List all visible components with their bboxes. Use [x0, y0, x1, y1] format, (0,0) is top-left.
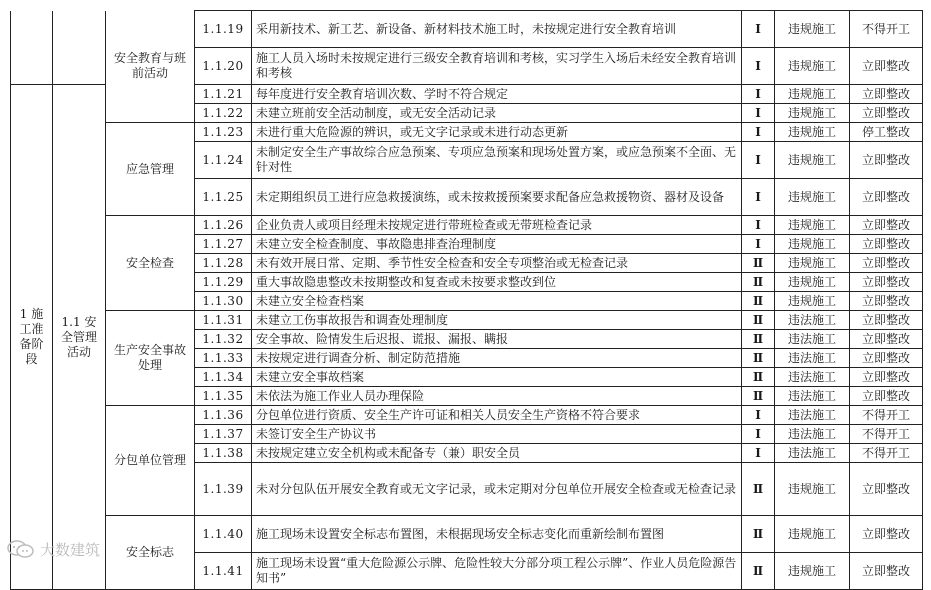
previous-section-cell: [53, 11, 106, 48]
row-code: 1.1.32: [195, 330, 252, 349]
watermark-text: 大数建筑: [40, 540, 101, 559]
row-level: Ⅰ: [742, 142, 775, 179]
row-description: 未签订安全生产协议书: [252, 425, 742, 444]
row-description: 未依法为施工作业人员办理保险: [252, 387, 742, 406]
row-nature: 违规施工: [775, 292, 850, 311]
row-action: 立即整改: [850, 330, 923, 349]
row-description: 未建立班前安全活动制度，或无安全活动记录: [252, 104, 742, 123]
row-level: Ⅱ: [742, 516, 775, 553]
row-code: 1.1.22: [195, 104, 252, 123]
row-level: Ⅱ: [742, 387, 775, 406]
row-nature: 违法施工: [775, 330, 850, 349]
row-description: 重大事故隐患整改未按期整改和复查或未按要求整改到位: [252, 273, 742, 292]
row-nature: 违法施工: [775, 406, 850, 425]
row-description: 未有效开展日常、定期、季节性安全检查和安全专项整治或无检查记录: [252, 254, 742, 273]
row-level: Ⅰ: [742, 85, 775, 104]
row-level: Ⅱ: [742, 349, 775, 368]
row-action: 立即整改: [850, 142, 923, 179]
row-action: 立即整改: [850, 273, 923, 292]
row-level: Ⅱ: [742, 254, 775, 273]
row-action: 立即整改: [850, 311, 923, 330]
row-code: 1.1.29: [195, 273, 252, 292]
row-description: 施工现场未设置“重大危险源公示牌、危险性较大分部分项工程公示牌”、作业人员危险源告知书”: [252, 553, 742, 590]
row-code: 1.1.37: [195, 425, 252, 444]
table-row: [11, 516, 923, 553]
row-description: 未定期组织员工进行应急救援演练，或未按救援预案要求配备应急救援物资、器材及设备: [252, 179, 742, 216]
row-level: Ⅰ: [742, 104, 775, 123]
row-nature: 违法施工: [775, 311, 850, 330]
table-row: [11, 11, 923, 48]
row-description: 施工现场未设置安全标志布置图，未根据现场安全标志变化而重新绘制布置图: [252, 516, 742, 553]
row-code: 1.1.28: [195, 254, 252, 273]
row-code: 1.1.24: [195, 142, 252, 179]
row-description: 未制定安全生产事故综合应急预案、专项应急预案和现场处置方案，或应急预案不全面、无针对性: [252, 142, 742, 179]
row-level: Ⅰ: [742, 406, 775, 425]
row-code: 1.1.40: [195, 516, 252, 553]
row-code: 1.1.35: [195, 387, 252, 406]
table-row: [11, 123, 923, 142]
row-action: 立即整改: [850, 235, 923, 254]
row-code: 1.1.38: [195, 444, 252, 463]
row-code: 1.1.41: [195, 553, 252, 590]
row-level: Ⅱ: [742, 463, 775, 516]
row-description: 分包单位进行资质、安全生产许可证和相关人员安全生产资格不符合要求: [252, 406, 742, 425]
row-action: 立即整改: [850, 349, 923, 368]
row-code: 1.1.39: [195, 463, 252, 516]
row-code: 1.1.21: [195, 85, 252, 104]
row-description: 企业负责人或项目经理未按规定进行带班检查或无带班检查记录: [252, 216, 742, 235]
row-description: 未建立安全检查制度、事故隐患排查治理制度: [252, 235, 742, 254]
row-code: 1.1.33: [195, 349, 252, 368]
table-body: [11, 11, 923, 590]
row-level: Ⅰ: [742, 444, 775, 463]
row-code: 1.1.27: [195, 235, 252, 254]
row-action: 立即整改: [850, 292, 923, 311]
category-cell: 分包单位管理: [106, 406, 195, 516]
row-action: 立即整改: [850, 216, 923, 235]
row-action: 不得开工: [850, 11, 923, 48]
row-code: 1.1.26: [195, 216, 252, 235]
row-action: 立即整改: [850, 254, 923, 273]
row-nature: 违规施工: [775, 463, 850, 516]
previous-stage-cell: [11, 11, 53, 48]
row-nature: 违规施工: [775, 123, 850, 142]
row-description: 未按规定建立安全机构或未配备专（兼）职安全员: [252, 444, 742, 463]
row-description: 未建立工伤事故报告和调查处理制度: [252, 311, 742, 330]
category-cell: 生产安全事故处理: [106, 311, 195, 406]
row-nature: 违规施工: [775, 516, 850, 553]
section-cell: 1.1 安全管理活动: [53, 85, 106, 590]
row-level: Ⅰ: [742, 179, 775, 216]
row-nature: 违规施工: [775, 11, 850, 48]
row-code: 1.1.36: [195, 406, 252, 425]
row-code: 1.1.23: [195, 123, 252, 142]
row-action: 立即整改: [850, 463, 923, 516]
row-action: 立即整改: [850, 48, 923, 85]
category-cell: 应急管理: [106, 123, 195, 216]
row-level: Ⅰ: [742, 48, 775, 85]
row-nature: 违规施工: [775, 254, 850, 273]
safety-inspection-table: [10, 10, 923, 590]
table-row: [11, 216, 923, 235]
row-nature: 违规施工: [775, 48, 850, 85]
row-level: Ⅱ: [742, 330, 775, 349]
row-description: 未对分包队伍开展安全教育或无文字记录，或未定期对分包单位开展安全检查或无检查记录: [252, 463, 742, 516]
previous-section-cell: [53, 48, 106, 85]
row-level: Ⅱ: [742, 273, 775, 292]
row-nature: 违法施工: [775, 444, 850, 463]
row-code: 1.1.20: [195, 48, 252, 85]
row-action: 立即整改: [850, 179, 923, 216]
row-description: 未进行重大危险源的辨识，或无文字记录或未进行动态更新: [252, 123, 742, 142]
row-level: Ⅱ: [742, 311, 775, 330]
row-nature: 违规施工: [775, 142, 850, 179]
row-action: 立即整改: [850, 368, 923, 387]
category-cell: 安全标志: [106, 516, 195, 590]
stage-cell: 1 施工准备阶段: [11, 85, 53, 590]
row-level: Ⅰ: [742, 425, 775, 444]
category-cell: 安全教育与班前活动: [106, 11, 195, 123]
row-code: 1.1.34: [195, 368, 252, 387]
row-level: Ⅰ: [742, 123, 775, 142]
row-description: 每年度进行安全教育培训次数、学时不符合规定: [252, 85, 742, 104]
row-description: 未建立安全事故档案: [252, 368, 742, 387]
row-code: 1.1.30: [195, 292, 252, 311]
row-nature: 违规施工: [775, 179, 850, 216]
row-level: Ⅰ: [742, 11, 775, 48]
row-code: 1.1.25: [195, 179, 252, 216]
row-nature: 违规施工: [775, 553, 850, 590]
row-description: 安全事故、险情发生后迟报、谎报、漏报、瞒报: [252, 330, 742, 349]
row-action: 停工整改: [850, 123, 923, 142]
row-level: Ⅰ: [742, 235, 775, 254]
row-nature: 违规施工: [775, 273, 850, 292]
row-action: 不得开工: [850, 444, 923, 463]
row-nature: 违法施工: [775, 368, 850, 387]
table-row: [11, 406, 923, 425]
row-level: Ⅱ: [742, 368, 775, 387]
previous-stage-cell: [11, 48, 53, 85]
row-description: 施工人员入场时未按规定进行三级安全教育培训和考核，实习学生入场后未经安全教育培训和考核: [252, 48, 742, 85]
row-level: Ⅱ: [742, 292, 775, 311]
row-action: 不得开工: [850, 406, 923, 425]
row-action: 立即整改: [850, 553, 923, 590]
row-nature: 违规施工: [775, 235, 850, 254]
row-nature: 违法施工: [775, 425, 850, 444]
row-description: 采用新技术、新工艺、新设备、新材料技术施工时，未按规定进行安全教育培训: [252, 11, 742, 48]
row-description: 未建立安全检查档案: [252, 292, 742, 311]
watermark: [6, 538, 100, 560]
row-action: 立即整改: [850, 516, 923, 553]
row-nature: 违法施工: [775, 349, 850, 368]
row-action: 立即整改: [850, 85, 923, 104]
row-code: 1.1.31: [195, 311, 252, 330]
row-level: Ⅱ: [742, 553, 775, 590]
row-nature: 违规施工: [775, 104, 850, 123]
row-nature: 违规施工: [775, 216, 850, 235]
row-action: 立即整改: [850, 387, 923, 406]
row-level: Ⅰ: [742, 216, 775, 235]
row-description: 未按规定进行调查分析、制定防范措施: [252, 349, 742, 368]
row-nature: 违法施工: [775, 387, 850, 406]
row-code: 1.1.19: [195, 11, 252, 48]
row-action: 不得开工: [850, 425, 923, 444]
category-cell: 安全检查: [106, 216, 195, 311]
table-row: [11, 311, 923, 330]
row-nature: 违规施工: [775, 85, 850, 104]
row-action: 立即整改: [850, 104, 923, 123]
wechat-logo-icon: [6, 539, 36, 559]
